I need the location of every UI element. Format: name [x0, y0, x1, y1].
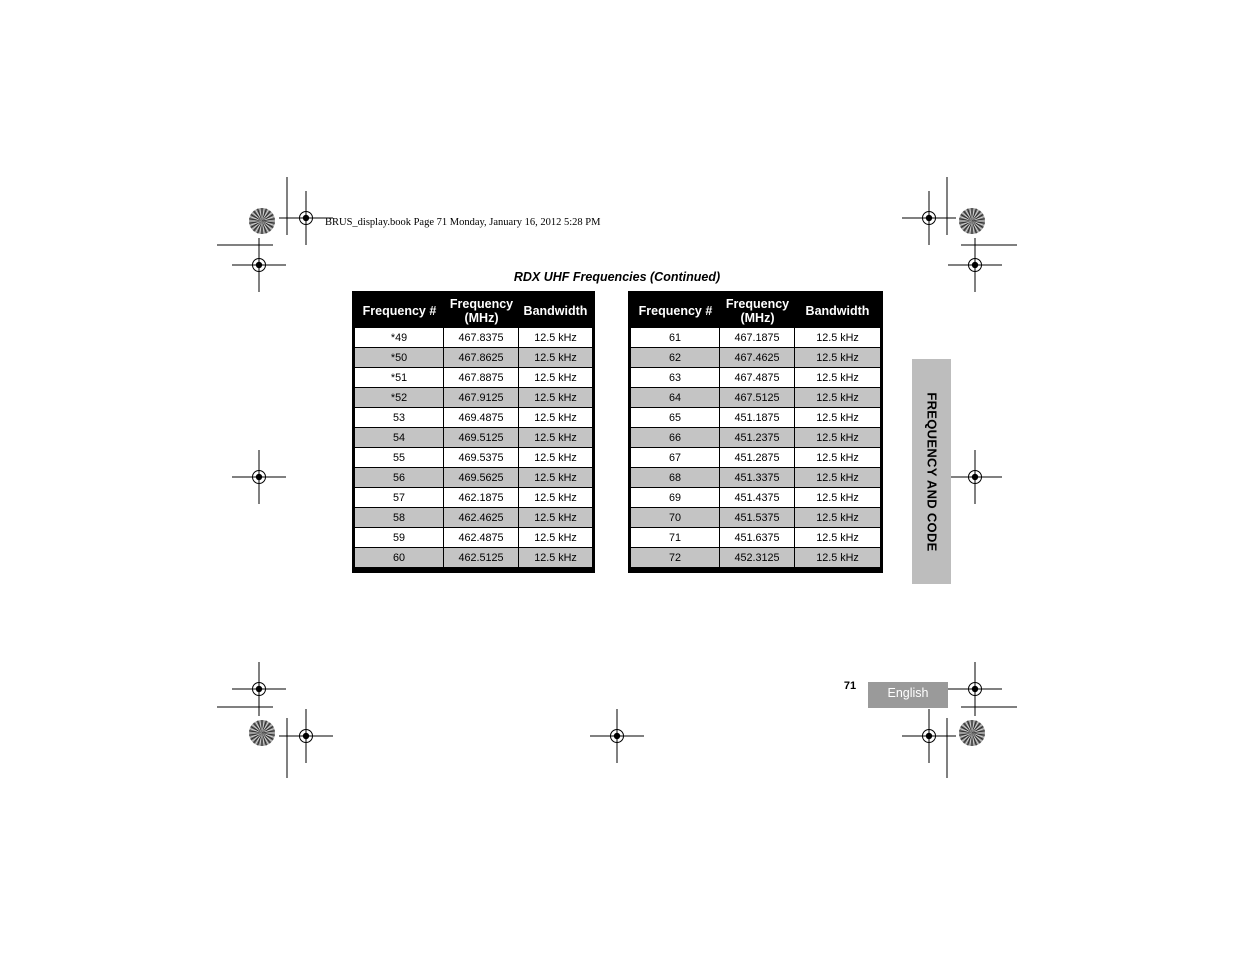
cell-bandwidth: 12.5 kHz [795, 508, 880, 528]
cell-frequency-mhz: 469.4875 [444, 408, 519, 428]
cell-frequency-number: 70 [631, 508, 720, 528]
cell-frequency-mhz: 451.6375 [720, 528, 795, 548]
cell-bandwidth: 12.5 kHz [795, 428, 880, 448]
cell-frequency-mhz: 451.2375 [720, 428, 795, 448]
chapter-side-tab-label: FREQUENCY AND CODE [924, 391, 939, 552]
header-frequency-number: Frequency # [355, 294, 444, 327]
cell-frequency-number: *51 [355, 368, 444, 388]
cell-bandwidth: 12.5 kHz [519, 528, 592, 548]
cell-frequency-mhz: 467.1875 [720, 327, 795, 348]
cell-frequency-mhz: 469.5375 [444, 448, 519, 468]
page-number: 71 [843, 680, 857, 692]
header-frequency-mhz: Frequency (MHz) [444, 294, 519, 327]
cell-bandwidth: 12.5 kHz [795, 548, 880, 570]
cell-frequency-number: 60 [355, 548, 444, 570]
registration-starburst-icon [959, 208, 985, 234]
table-row [631, 408, 880, 428]
cell-bandwidth: 12.5 kHz [519, 368, 592, 388]
cell-bandwidth: 12.5 kHz [519, 448, 592, 468]
table-row [631, 488, 880, 508]
registration-starburst-icon [249, 208, 275, 234]
cell-frequency-mhz: 462.1875 [444, 488, 519, 508]
cell-bandwidth: 12.5 kHz [519, 548, 592, 570]
cell-frequency-number: 56 [355, 468, 444, 488]
cell-frequency-mhz: 467.4625 [720, 348, 795, 368]
cell-frequency-mhz: 451.1875 [720, 408, 795, 428]
table-row [355, 327, 592, 348]
table-row [355, 448, 592, 468]
cell-frequency-mhz: 469.5625 [444, 468, 519, 488]
table-row [631, 548, 880, 570]
cell-frequency-mhz: 469.5125 [444, 428, 519, 448]
table-row [631, 388, 880, 408]
table-row [355, 508, 592, 528]
language-tab: English [868, 682, 948, 708]
cell-frequency-number: *49 [355, 327, 444, 348]
cell-bandwidth: 12.5 kHz [795, 488, 880, 508]
cell-frequency-number: 71 [631, 528, 720, 548]
cell-frequency-mhz: 467.9125 [444, 388, 519, 408]
table-row [355, 368, 592, 388]
table-row [631, 348, 880, 368]
cell-frequency-number: 63 [631, 368, 720, 388]
cell-bandwidth: 12.5 kHz [795, 448, 880, 468]
cell-bandwidth: 12.5 kHz [519, 388, 592, 408]
registration-starburst-icon [249, 720, 275, 746]
cell-bandwidth: 12.5 kHz [795, 327, 880, 348]
table-row [355, 348, 592, 368]
cell-bandwidth: 12.5 kHz [519, 428, 592, 448]
section-title: RDX UHF Frequencies (Continued) [513, 270, 721, 284]
cell-frequency-number: 67 [631, 448, 720, 468]
table-row [631, 368, 880, 388]
cell-bandwidth: 12.5 kHz [795, 408, 880, 428]
registration-starburst-icon [959, 720, 985, 746]
cell-bandwidth: 12.5 kHz [519, 327, 592, 348]
cell-frequency-number: 65 [631, 408, 720, 428]
cell-bandwidth: 12.5 kHz [795, 388, 880, 408]
header-frequency-number: Frequency # [631, 294, 720, 327]
cell-bandwidth: 12.5 kHz [519, 488, 592, 508]
table-row [355, 548, 592, 570]
table-row [355, 488, 592, 508]
table-row [355, 528, 592, 548]
cell-frequency-number: 53 [355, 408, 444, 428]
cell-bandwidth: 12.5 kHz [519, 508, 592, 528]
cell-frequency-number: *52 [355, 388, 444, 408]
table-row [631, 468, 880, 488]
cell-bandwidth: 12.5 kHz [795, 468, 880, 488]
cell-frequency-mhz: 467.8625 [444, 348, 519, 368]
table-row [631, 428, 880, 448]
cell-bandwidth: 12.5 kHz [519, 408, 592, 428]
cell-frequency-number: 55 [355, 448, 444, 468]
cell-frequency-mhz: 452.3125 [720, 548, 795, 570]
table-row [631, 508, 880, 528]
cell-frequency-number: 72 [631, 548, 720, 570]
print-header-line: BRUS_display.book Page 71 Monday, January 16, 2012 5:28 PM [325, 217, 601, 228]
cell-frequency-mhz: 462.4625 [444, 508, 519, 528]
cell-frequency-mhz: 462.5125 [444, 548, 519, 570]
cell-frequency-number: 69 [631, 488, 720, 508]
cell-bandwidth: 12.5 kHz [519, 468, 592, 488]
table-row [355, 428, 592, 448]
cell-frequency-number: 68 [631, 468, 720, 488]
cell-frequency-number: 58 [355, 508, 444, 528]
header-bandwidth: Bandwidth [795, 294, 880, 327]
header-bandwidth: Bandwidth [519, 294, 592, 327]
cell-bandwidth: 12.5 kHz [795, 528, 880, 548]
chapter-side-tab [912, 359, 951, 584]
cell-frequency-number: 59 [355, 528, 444, 548]
cell-frequency-number: 61 [631, 327, 720, 348]
cell-bandwidth: 12.5 kHz [795, 368, 880, 388]
cell-frequency-mhz: 462.4875 [444, 528, 519, 548]
cell-frequency-number: 54 [355, 428, 444, 448]
table-row [631, 448, 880, 468]
cell-frequency-mhz: 451.2875 [720, 448, 795, 468]
cell-bandwidth: 12.5 kHz [519, 348, 592, 368]
table-row [355, 388, 592, 408]
cell-frequency-mhz: 467.4875 [720, 368, 795, 388]
cell-frequency-mhz: 451.5375 [720, 508, 795, 528]
header-frequency-mhz: Frequency (MHz) [720, 294, 795, 327]
table-header-row [631, 294, 880, 327]
cell-frequency-number: 66 [631, 428, 720, 448]
cell-frequency-number: 64 [631, 388, 720, 408]
cell-frequency-number: 62 [631, 348, 720, 368]
cell-frequency-mhz: 467.5125 [720, 388, 795, 408]
cell-frequency-number: *50 [355, 348, 444, 368]
table-row [355, 408, 592, 428]
table-row [631, 327, 880, 348]
frequency-table-right [628, 291, 883, 573]
cell-frequency-mhz: 467.8375 [444, 327, 519, 348]
cell-frequency-mhz: 467.8875 [444, 368, 519, 388]
table-row [631, 528, 880, 548]
table-header-row [355, 294, 592, 327]
cell-frequency-mhz: 451.3375 [720, 468, 795, 488]
table-row [355, 468, 592, 488]
frequency-table-left [352, 291, 595, 573]
cell-bandwidth: 12.5 kHz [795, 348, 880, 368]
cell-frequency-mhz: 451.4375 [720, 488, 795, 508]
cell-frequency-number: 57 [355, 488, 444, 508]
